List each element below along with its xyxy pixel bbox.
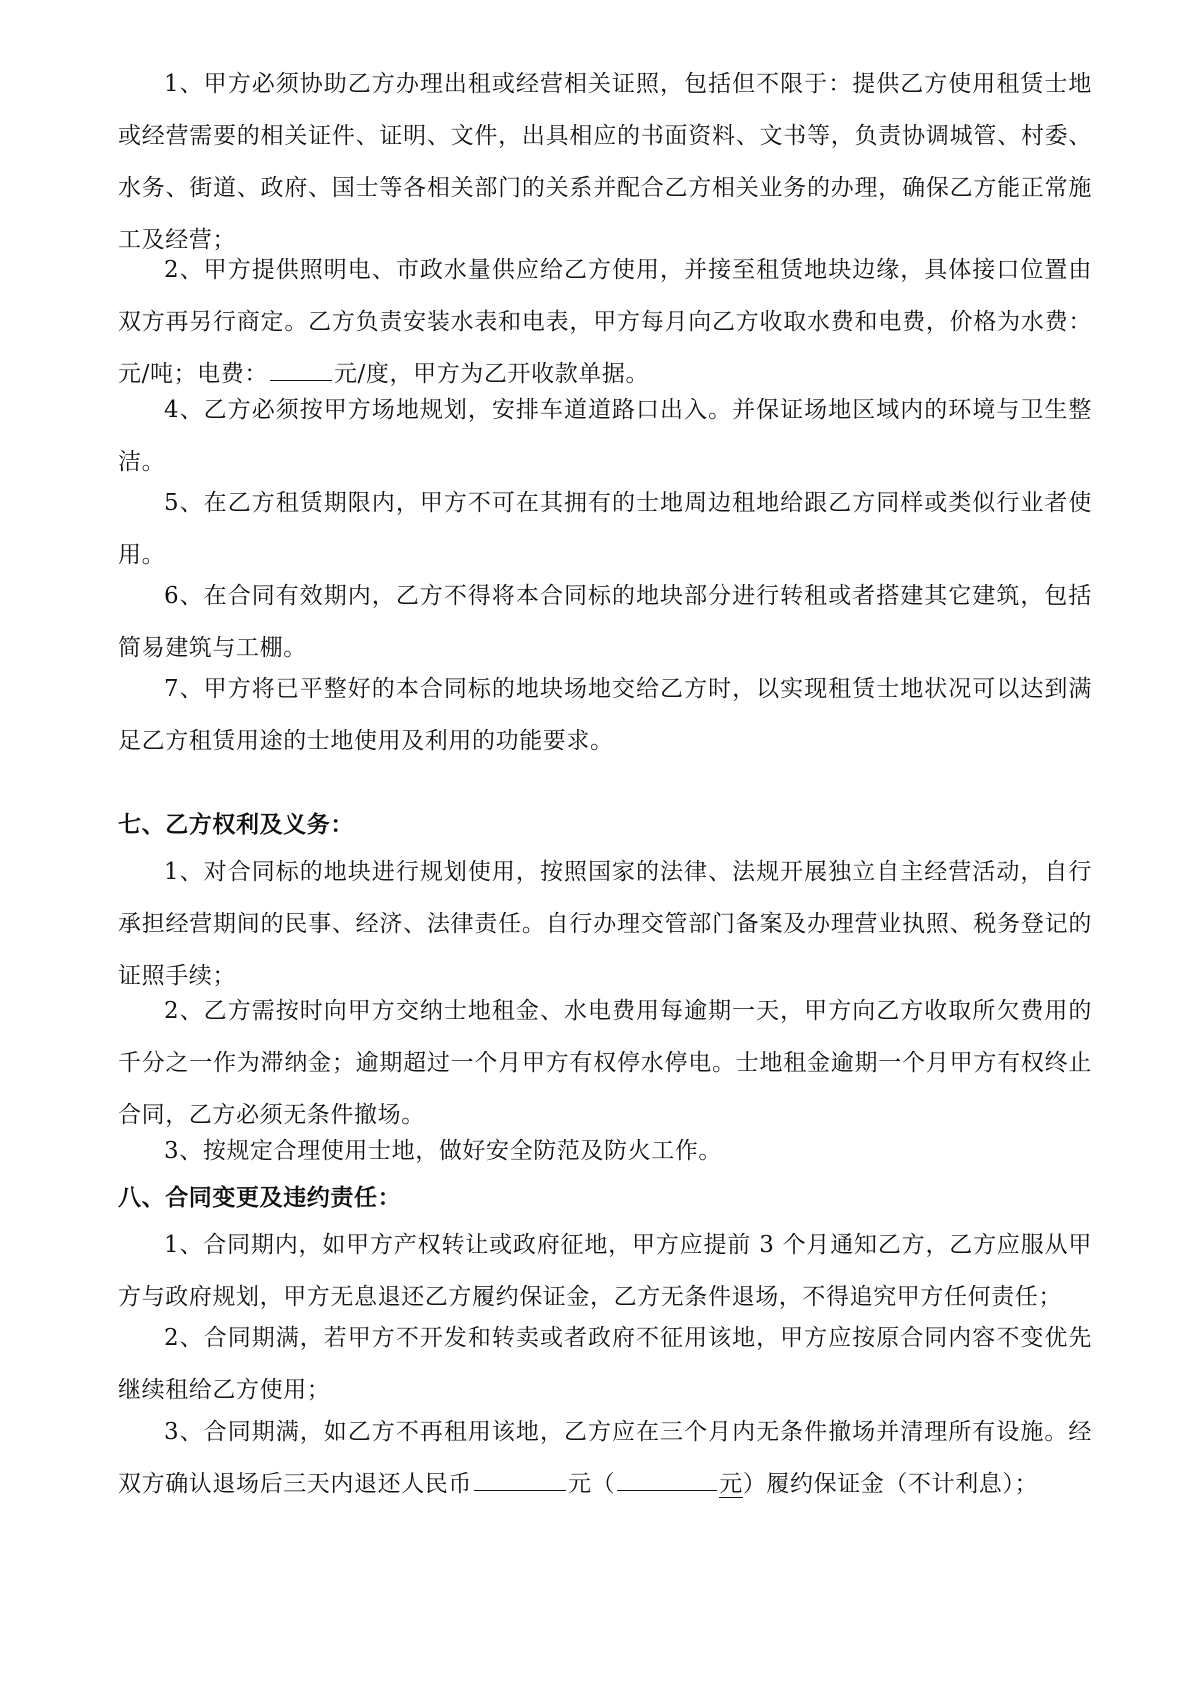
clause-6-7: 7、甲方将已平整好的本合同标的地块场地交给乙方时，以实现租赁士地状况可以达到满足乙方租赁用途的士地使用及利用的功能要求。 <box>118 676 1092 754</box>
clause-6-1: 1、甲方必须协助乙方办理出租或经营相关证照，包括但不限于：提供乙方使用租赁士地或经营需要的相关证件、证明、文件，出具相应的书面资料、文书等，负责协调城管、村委、水务、街道、政府、国士等各相关部门的关系并配合乙方相关业务的办理，确保乙方能正常施工及经营； <box>118 71 1092 253</box>
electricity-price-blank <box>270 356 332 381</box>
clause-8-3-text-b: 元（ <box>568 1471 616 1497</box>
clause-8-1: 1、合同期内，如甲方产权转让或政府征地，甲方应提前 3 个月通知乙方，乙方应服从甲方与政府规划，甲方无息退还乙方履约保证金，乙方无条件退场，不得追究甲方任何责任； <box>118 1232 1092 1310</box>
clause-7-2: 2、乙方需按时向甲方交纳士地租金、水电费用每逾期一天，甲方向乙方收取所欠费用的千分之一作为滞纳金；逾期超过一个月甲方有权停水停电。士地租金逾期一个月甲方有权终止合同，乙方必须无条件撤场。 <box>118 998 1092 1128</box>
clause-7-3: 3、按规定合理使用士地，做好安全防范及防火工作。 <box>164 1138 723 1164</box>
clause-8-3-text-a: 3、合同期满，如乙方不再租用该地，乙方应在三个月内无条件撤场并清理所有设施。经双方确认退场后三天内退还人民币 <box>118 1419 1092 1497</box>
clause-8-3-text-c: 元 <box>719 1471 743 1497</box>
section-7-heading: 七、乙方权利及义务： <box>118 811 354 838</box>
clause-6-5: 5、在乙方租赁期限内，甲方不可在其拥有的士地周边租地给跟乙方同样或类似行业者使用。 <box>118 490 1092 568</box>
deposit-amount-blank <box>474 1466 566 1491</box>
deposit-amount-words-blank <box>617 1466 717 1491</box>
clause-6-4: 4、乙方必须按甲方场地规划，安排车道道路口出入。并保证场地区域内的环境与卫生整洁。 <box>118 397 1092 475</box>
clause-6-2-text-a: 2、甲方提供照明电、市政水量供应给乙方使用，并接至租赁地块边缘，具体接口位置由双方再另行商定。乙方负责安装水表和电表，甲方每月向乙方收取水费和电费，价格为水费：元/吨；电费： <box>118 257 1092 387</box>
clause-8-3-text-d: ）履约保证金（不计利息）； <box>742 1471 1039 1497</box>
clause-6-2 <box>118 244 1092 400</box>
clause-8-2: 2、合同期满，若甲方不开发和转卖或者政府不征用该地，甲方应按原合同内容不变优先继续租给乙方使用； <box>118 1325 1092 1403</box>
clause-8-3 <box>118 1406 1092 1510</box>
clause-6-2-text-b: 元/度，甲方为乙开收款单据。 <box>333 361 650 387</box>
clause-7-1: 1、对合同标的地块进行规划使用，按照国家的法律、法规开展独立自主经营活动，自行承担经营期间的民事、经济、法律责任。自行办理交管部门备案及办理营业执照、税务登记的证照手续； <box>118 859 1092 989</box>
clause-6-6: 6、在合同有效期内，乙方不得将本合同标的地块部分进行转租或者搭建其它建筑，包括简易建筑与工棚。 <box>118 583 1092 661</box>
section-8-heading: 八、合同变更及违约责任： <box>118 1184 402 1211</box>
